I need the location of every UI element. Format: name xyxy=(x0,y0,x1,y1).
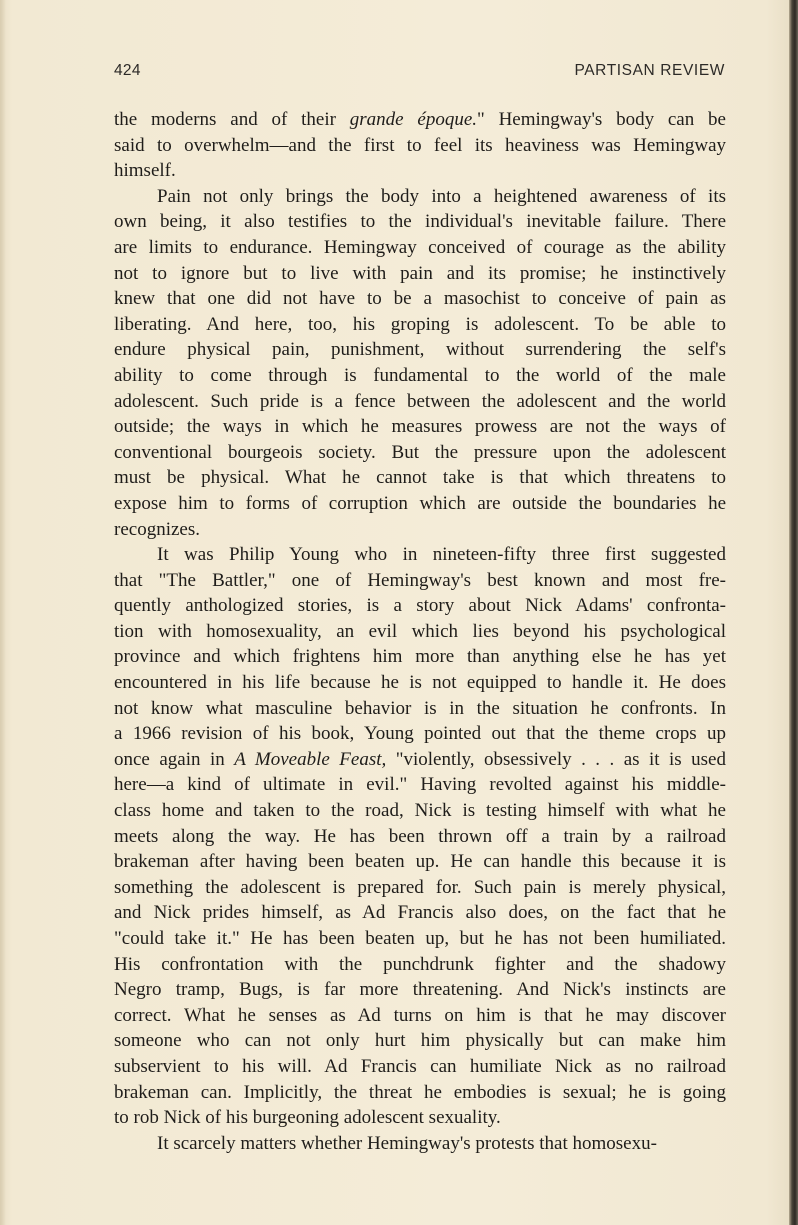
text-run: liberating. And here, too, his groping is adolescent. To be able to xyxy=(114,313,726,335)
text-line xyxy=(114,337,726,363)
text-line xyxy=(114,414,726,440)
text-line xyxy=(114,644,726,670)
text-line xyxy=(114,952,726,978)
text-line xyxy=(114,747,726,773)
text-line xyxy=(114,491,726,517)
text-run: subservient to his will. Ad Francis can humiliate Nick as no railroad xyxy=(114,1055,726,1077)
text-line xyxy=(114,1080,726,1106)
text-run: "could take it." He has been beaten up, but he has not been humiliated. xyxy=(114,928,726,949)
text-line xyxy=(114,286,726,312)
text-line xyxy=(114,363,726,389)
text-run: must be physical. What he cannot take is that which threatens to xyxy=(114,467,726,489)
text-line xyxy=(114,772,726,798)
italic-title: A Moveable Feast, xyxy=(234,748,387,770)
text-run: encountered in his life because he is not equipped to handle it. He does xyxy=(114,672,726,694)
text-line xyxy=(114,593,726,619)
text-run: that "The Battler," one of Hemingway's best known and most fre- xyxy=(114,569,726,591)
text-line xyxy=(114,824,726,850)
text-line xyxy=(114,542,726,568)
text-run: a 1966 revision of his book, Young pointed out that the theme crops up xyxy=(114,723,726,745)
text-run: It scarcely matters whether Hemingway's protests that homosexu- xyxy=(157,1132,657,1154)
text-run: " Hemingway's body can be xyxy=(477,109,726,130)
text-run: endure physical pain, punishment, without surrendering the self's xyxy=(114,339,726,361)
text-run: conventional bourgeois society. But the pressure upon the adolescent xyxy=(114,441,726,463)
text-line xyxy=(114,517,726,543)
text-line xyxy=(114,1131,726,1157)
text-run: quently anthologized stories, is a story about Nick Adams' confronta- xyxy=(114,595,726,617)
running-title: PARTISAN REVIEW xyxy=(574,62,725,79)
text-line xyxy=(114,900,726,926)
text-run: "violently, obsessively . . . as it is used xyxy=(386,748,726,770)
text-run: once again in xyxy=(114,748,235,770)
text-line xyxy=(114,389,726,415)
text-run: himself. xyxy=(114,160,176,182)
binding-gutter xyxy=(0,0,6,1225)
text-run: province and which frightens him more than anything else he has yet xyxy=(114,646,726,668)
text-run: not know what masculine behavior is in the situation he confronts. In xyxy=(114,697,726,719)
text-line xyxy=(114,926,726,952)
text-line xyxy=(114,184,726,210)
text-line xyxy=(114,465,726,491)
text-line xyxy=(114,849,726,875)
text-line xyxy=(114,261,726,287)
text-run: ability to come through is fundamental to the world of the male xyxy=(114,364,726,386)
text-line xyxy=(114,1105,726,1131)
text-run: recognizes. xyxy=(114,518,200,540)
text-run: class home and taken to the road, Nick is testing himself with what he xyxy=(114,800,726,822)
text-run: brakeman can. Implicitly, the threat he embodies is sexual; he is going xyxy=(114,1081,726,1103)
text-run: something the adolescent is prepared for. Such pain is merely physical, xyxy=(114,876,726,898)
text-line xyxy=(114,440,726,466)
text-run: are limits to endurance. Hemingway conceived of courage as the ability xyxy=(114,236,726,258)
text-run: knew that one did not have to be a masochist to conceive of pain as xyxy=(114,288,726,310)
text-run: brakeman after having been beaten up. He can handle this because it is xyxy=(114,851,726,873)
text-line xyxy=(114,312,726,338)
text-line xyxy=(114,619,726,645)
text-run: His confrontation with the punchdrunk fighter and the shadowy xyxy=(114,953,726,975)
text-run: Negro tramp, Bugs, is far more threatening. And Nick's instincts are xyxy=(114,979,726,1001)
text-line xyxy=(114,670,726,696)
text-run: own being, it also testifies to the individual's inevitable failure. There xyxy=(114,211,726,233)
page-number: 424 xyxy=(114,62,141,79)
text-run: someone who can not only hurt him physically but can make him xyxy=(114,1030,726,1052)
text-line xyxy=(114,721,726,747)
text-line xyxy=(114,235,726,261)
text-run: said to overwhelm—and the first to feel its heaviness was Hemingway xyxy=(114,134,726,156)
text-run: here—a kind of ultimate in evil." Having revolted against his middle- xyxy=(114,774,726,796)
text-run: and Nick prides himself, as Ad Francis also does, on the fact that he xyxy=(114,902,726,924)
text-line xyxy=(114,1003,726,1029)
text-line xyxy=(114,133,726,159)
text-run: expose him to forms of corruption which are outside the boundaries he xyxy=(114,492,726,514)
text-run: meets along the way. He has been thrown off a train by a railroad xyxy=(114,825,726,847)
text-run: outside; the ways in which he measures prowess are not the ways of xyxy=(114,416,726,438)
text-line xyxy=(114,107,726,133)
text-line xyxy=(114,568,726,594)
text-line xyxy=(114,1054,726,1080)
text-run: the moderns and of their xyxy=(114,109,350,130)
text-run: not to ignore but to live with pain and its promise; he instinctively xyxy=(114,262,726,284)
text-line xyxy=(114,798,726,824)
text-run: tion with homosexuality, an evil which lies beyond his psychological xyxy=(114,620,726,642)
text-line xyxy=(114,209,726,235)
text-run: correct. What he senses as Ad turns on him is that he may discover xyxy=(114,1004,726,1026)
text-line xyxy=(114,1028,726,1054)
text-run: Pain not only brings the body into a heightened awareness of its xyxy=(157,185,726,207)
text-run: It was Philip Young who in nineteen-fifty three first suggested xyxy=(157,544,726,566)
text-run: to rob Nick of his burgeoning adolescent sexuality. xyxy=(114,1107,501,1129)
text-line xyxy=(114,696,726,722)
running-header xyxy=(114,62,725,86)
body-text xyxy=(114,107,726,1156)
italic-title: grande époque. xyxy=(349,109,478,130)
text-line xyxy=(114,875,726,901)
text-line xyxy=(114,158,726,184)
page-edge-shadow xyxy=(789,0,798,1225)
text-run: adolescent. Such pride is a fence between the adolescent and the world xyxy=(114,390,726,412)
text-line xyxy=(114,977,726,1003)
